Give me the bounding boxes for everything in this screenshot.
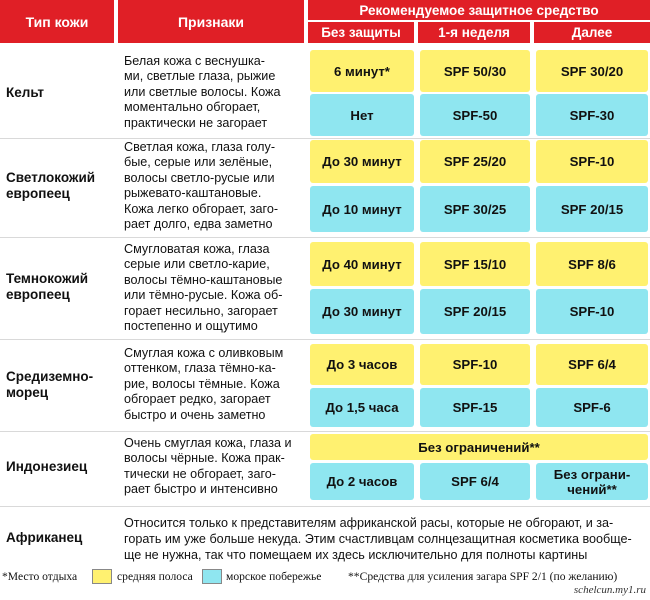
header-signs: Признаки (118, 0, 304, 43)
cell-mediterranean-sea-first-week: SPF-15 (420, 388, 530, 427)
cell-celt-middle-later: SPF 30/20 (536, 50, 648, 92)
cell-dark-european-sea-no-protection: До 30 минут (310, 289, 414, 334)
legend-swatch-middle (92, 569, 112, 584)
description-indonesian: Очень смуглая кожа, глаза и волосы чёрные. Кожа прак- тически не обгорает, заго- рает быстро и интенсивно (124, 436, 292, 497)
cell-mediterranean-middle-first-week: SPF-10 (420, 344, 530, 385)
skin-type-dark-european: Темнокожий европеец (6, 271, 89, 302)
cell-indonesian-middle-merged: Без ограничений** (310, 434, 648, 460)
cell-light-european-sea-later: SPF 20/15 (536, 186, 648, 232)
legend-swatch-sea (202, 569, 222, 584)
description-light-european: Светлая кожа, глаза голу- бые, серые или зелёные, волосы светло-русые или рыжевато-каштановые. Кожа легко обгорает, заго- рает долго, едва заметно (124, 140, 279, 232)
row-divider (0, 237, 650, 238)
skin-type-light-european: Светлокожий европеец (6, 170, 96, 201)
cell-celt-sea-later: SPF-30 (536, 94, 648, 136)
cell-dark-european-sea-later: SPF-10 (536, 289, 648, 334)
header-later: Далее (534, 22, 650, 43)
cell-dark-european-middle-later: SPF 8/6 (536, 242, 648, 286)
cell-celt-middle-no-protection: 6 минут* (310, 50, 414, 92)
cell-mediterranean-sea-later: SPF-6 (536, 388, 648, 427)
cell-celt-sea-first-week: SPF-50 (420, 94, 530, 136)
row-divider (0, 138, 650, 139)
legend-sea-label: морское побережье (226, 570, 322, 583)
header-skin-type: Тип кожи (0, 0, 114, 43)
row-divider (0, 339, 650, 340)
legend-middle-label: средняя полоса (117, 570, 193, 583)
row-divider (0, 506, 650, 507)
cell-mediterranean-sea-no-protection: До 1,5 часа (310, 388, 414, 427)
cell-indonesian-sea-no-protection: До 2 часов (310, 463, 414, 500)
skin-type-african: Африканец (6, 530, 83, 545)
legend-tan-note: **Средства для усиления загара SPF 2/1 (по желанию) (348, 570, 618, 583)
skin-type-mediterranean: Средиземно- морец (6, 369, 94, 400)
cell-light-european-sea-first-week: SPF 30/25 (420, 186, 530, 232)
header-no-protection: Без защиты (308, 22, 414, 43)
cell-light-european-middle-no-protection: До 30 минут (310, 140, 414, 183)
cell-mediterranean-middle-no-protection: До 3 часов (310, 344, 414, 385)
cell-celt-middle-first-week: SPF 50/30 (420, 50, 530, 92)
description-mediterranean: Смуглая кожа с оливковым оттенком, глаза тёмно-ка- рие, волосы тёмные. Кожа обгорает редко, загорает быстро и очень заметно (124, 346, 284, 422)
cell-light-european-sea-no-protection: До 10 минут (310, 186, 414, 232)
skin-type-celt: Кельт (6, 85, 45, 100)
cell-light-european-middle-later: SPF-10 (536, 140, 648, 183)
cell-dark-european-middle-first-week: SPF 15/10 (420, 242, 530, 286)
cell-mediterranean-middle-later: SPF 6/4 (536, 344, 648, 385)
cell-dark-european-sea-first-week: SPF 20/15 (420, 289, 530, 334)
cell-dark-european-middle-no-protection: До 40 минут (310, 242, 414, 286)
legend (0, 568, 650, 586)
row-divider (0, 431, 650, 432)
description-dark-european: Смугловатая кожа, глаза серые или светло-карие, волосы тёмно-каштановые или тёмно-русые. Кожа об- горает несильно, загорает постепенно и ощутимо (124, 242, 283, 334)
description-celt: Белая кожа с веснушка- ми, светлые глаза, рыжие или светлые волосы. Кожа моментально обгорает, практически не загорает (124, 54, 281, 130)
header-first-week: 1-я неделя (418, 22, 530, 43)
watermark: schelcun.my1.ru (573, 584, 646, 596)
header-recommended: Рекомендуемое защитное средство (308, 0, 650, 20)
skin-type-indonesian: Индонезиец (6, 459, 88, 474)
cell-light-european-middle-first-week: SPF 25/20 (420, 140, 530, 183)
legend-place-note: *Место отдыха (2, 570, 78, 583)
cell-celt-sea-no-protection: Нет (310, 94, 414, 136)
african-note: Относится только к представителям африканской расы, которые не обгорают, и за- горать им уже больше некуда. Этим счастливцам солнцезащитная косметика вообще- ще не нужна, так что помещаем их здесь исключительно для полноты картины (124, 516, 632, 562)
cell-indonesian-sea-first-week: SPF 6/4 (420, 463, 530, 500)
cell-indonesian-sea-later: Без ограни- чений** (536, 463, 648, 500)
